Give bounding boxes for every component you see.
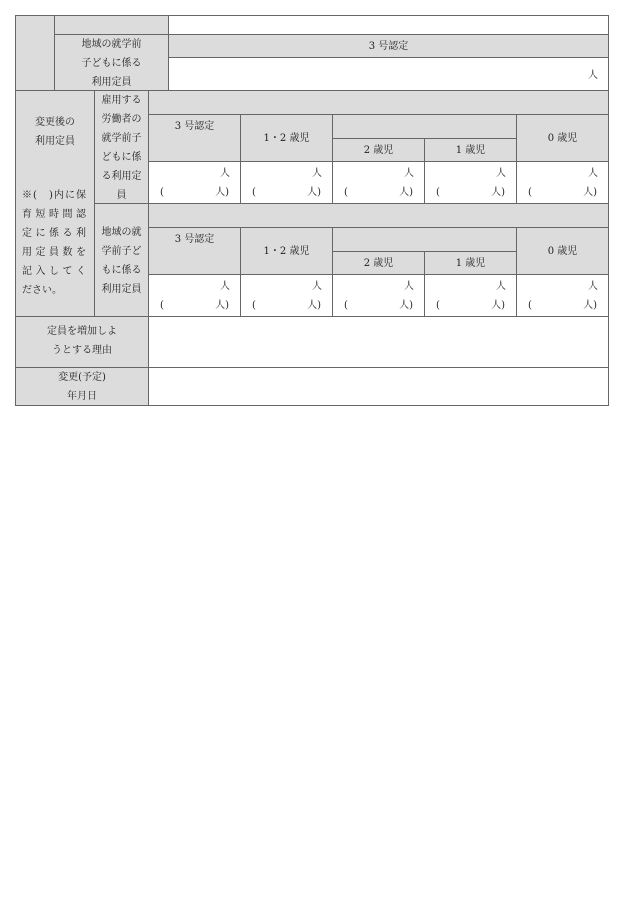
employed-label-line1: 雇用する bbox=[101, 95, 142, 106]
region-capacity-label-line1: 地域の就学前 bbox=[81, 39, 142, 50]
region-header-band bbox=[148, 203, 609, 228]
employed-label-line2: 労働者の bbox=[101, 114, 142, 125]
paren-unit: 人) bbox=[491, 187, 505, 198]
employed-age0-header-text: 0 歳児 bbox=[547, 132, 578, 144]
increase-reason-label bbox=[15, 316, 149, 368]
paren-open: ( bbox=[252, 187, 256, 198]
paren-unit: 人) bbox=[307, 187, 321, 198]
note-line6: ださい。 bbox=[22, 285, 62, 296]
cert3-header-top bbox=[168, 34, 609, 58]
region-capacity-label bbox=[54, 34, 169, 91]
note-line2: 育短時間認 bbox=[22, 209, 86, 220]
employed-age0-header bbox=[516, 114, 609, 162]
paren-open: ( bbox=[436, 300, 440, 311]
unit-label: 人 bbox=[220, 168, 230, 179]
employed-age2-header-text: 2 歳児 bbox=[363, 144, 394, 156]
paren-open: ( bbox=[436, 187, 440, 198]
paren-unit: 人) bbox=[215, 187, 229, 198]
paren-unit: 人) bbox=[399, 300, 413, 311]
employed-capacity-label bbox=[94, 90, 149, 204]
region-row-label-line4: 利用定員 bbox=[101, 284, 142, 295]
unit-label: 人 bbox=[496, 168, 506, 179]
unit-label: 人 bbox=[588, 70, 598, 81]
note-line1: ※( )内に保 bbox=[22, 190, 86, 201]
employed-header-band bbox=[148, 90, 609, 115]
employed-age1-header-text: 1 歳児 bbox=[455, 144, 486, 156]
unit-label: 人 bbox=[404, 168, 414, 179]
employed-label-line6: 員 bbox=[116, 190, 127, 201]
change-date-label-line1: 変更(予定) bbox=[58, 372, 106, 383]
after-change-title bbox=[16, 113, 94, 151]
employed-age0-value[interactable] bbox=[516, 161, 609, 204]
region-capacity-input[interactable] bbox=[168, 57, 609, 91]
unit-label: 人 bbox=[404, 281, 414, 292]
employed-label-line3: 就学前子 bbox=[101, 133, 142, 144]
region-age2-value[interactable] bbox=[332, 274, 425, 317]
unit-label: 人 bbox=[312, 281, 322, 292]
paren-unit: 人) bbox=[583, 300, 597, 311]
employed-age2-header bbox=[332, 138, 425, 162]
paren-open: ( bbox=[344, 187, 348, 198]
region-age1-header-text: 1 歳児 bbox=[455, 257, 486, 269]
region-age2-header-text: 2 歳児 bbox=[363, 257, 394, 269]
employed-age12-value[interactable] bbox=[240, 161, 333, 204]
paren-open: ( bbox=[344, 300, 348, 311]
unit-label: 人 bbox=[496, 281, 506, 292]
increase-reason-input[interactable] bbox=[148, 316, 609, 368]
paren-open: ( bbox=[528, 300, 532, 311]
region-cert3-value[interactable] bbox=[148, 274, 241, 317]
reason-label-line1: 定員を増加しよ bbox=[47, 326, 117, 337]
employed-cert3-header-text: 3 号認定 bbox=[174, 120, 215, 132]
top-blank-label-cell bbox=[54, 15, 169, 35]
employed-label-line4: どもに係 bbox=[101, 152, 142, 163]
region-age1-header bbox=[424, 251, 517, 275]
employed-age1-value[interactable] bbox=[424, 161, 517, 204]
region-capacity-label-line2: 子どもに係る bbox=[81, 58, 142, 69]
region-capacity-row-label bbox=[94, 203, 149, 317]
unit-label: 人 bbox=[588, 168, 598, 179]
region-age0-value[interactable] bbox=[516, 274, 609, 317]
unit-label: 人 bbox=[588, 281, 598, 292]
unit-label: 人 bbox=[220, 281, 230, 292]
paren-unit: 人) bbox=[307, 300, 321, 311]
after-change-title-line2: 利用定員 bbox=[35, 136, 75, 147]
employed-age2-value[interactable] bbox=[332, 161, 425, 204]
unit-label: 人 bbox=[312, 168, 322, 179]
cert3-header-top-text: 3 号認定 bbox=[368, 40, 409, 52]
region-cert3-header bbox=[148, 227, 241, 275]
after-change-label-column bbox=[15, 90, 95, 317]
paren-open: ( bbox=[528, 187, 532, 198]
reason-label-line2: うとする理由 bbox=[52, 345, 112, 356]
region-row-label-line2: 学前子ど bbox=[101, 246, 142, 257]
region-cert3-header-text: 3 号認定 bbox=[174, 233, 215, 245]
region-age1-value[interactable] bbox=[424, 274, 517, 317]
paren-unit: 人) bbox=[399, 187, 413, 198]
note-line3: 定に係る利 bbox=[22, 228, 86, 239]
change-date-label-line2: 年月日 bbox=[67, 391, 97, 402]
region-row-label-line3: もに係る bbox=[101, 265, 142, 276]
region-age0-header-text: 0 歳児 bbox=[547, 245, 578, 257]
paren-unit: 人) bbox=[215, 300, 229, 311]
top-blank-value-cell bbox=[168, 15, 609, 35]
region-age0-header bbox=[516, 227, 609, 275]
region-age12-header-text: 1・2 歳児 bbox=[263, 245, 310, 257]
top-left-blank-cell bbox=[15, 15, 55, 91]
paren-unit: 人) bbox=[583, 187, 597, 198]
employed-cert3-header bbox=[148, 114, 241, 162]
change-date-label bbox=[15, 367, 149, 406]
change-date-input[interactable] bbox=[148, 367, 609, 406]
employed-cert3-value[interactable] bbox=[148, 161, 241, 204]
region-capacity-label-line3: 利用定員 bbox=[91, 77, 132, 88]
after-change-title-line1: 変更後の bbox=[35, 117, 75, 128]
employed-age12-label bbox=[240, 114, 333, 162]
employed-label-line5: る利用定 bbox=[101, 171, 142, 182]
employed-age12-header-text: 1・2 歳児 bbox=[263, 132, 310, 144]
region-row-label-line1: 地域の就 bbox=[101, 227, 142, 238]
note-line4: 用定員数を bbox=[22, 247, 86, 258]
note-line5: 記入してく bbox=[22, 266, 86, 277]
region-age12-label bbox=[240, 227, 333, 275]
short-time-note bbox=[22, 186, 86, 300]
paren-unit: 人) bbox=[491, 300, 505, 311]
region-age12-value[interactable] bbox=[240, 274, 333, 317]
paren-open: ( bbox=[160, 187, 164, 198]
employed-age1-header bbox=[424, 138, 517, 162]
paren-open: ( bbox=[252, 300, 256, 311]
paren-open: ( bbox=[160, 300, 164, 311]
region-age2-header bbox=[332, 251, 425, 275]
